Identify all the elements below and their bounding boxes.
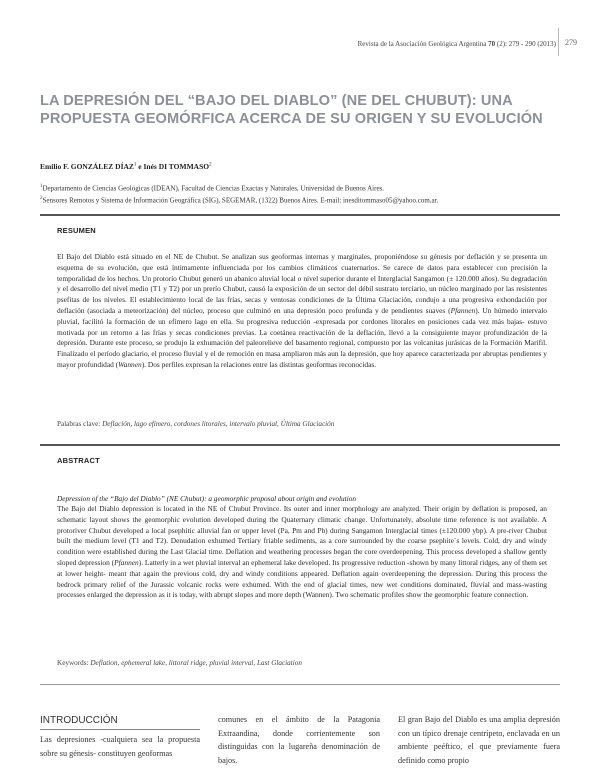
issue-pages: (2): 279 - 290 (2013) xyxy=(496,40,556,48)
resumen-text-1: El Bajo del Diablo está situado en el NE de Chubut. Se analizan sus geoformas internas y marginales, proponiéndose su génesis por deflación y se presenta un esquema de su evolución, que está íntimamente influenciada por los cambios climáticos cuaternarios. Se carece de datos para establecer con precisión la temporalidad de los hechos. Un protorío Chubut generó un abanico aluvial local o nivel superior durante el Interglacial Sangamon (± 120.000 años). Su degradación y el desarrollo del nivel medio (T1 y T2) por un prerío Chubut, causó la exposición de un sector del débil sustrato terciario, un núcleo marginado por las resistentes psefitas de los niveles. El establecimiento local de las frías, secas y ventosas condiciones de la Última Glaciación, condujo a una progresiva exhondación por deflación (asociada a meteorización) del núcleo, proceso que culminó en una depresión poco profunda y de pendientes suaves ( xyxy=(57,252,547,315)
affiliation-1-text: Departamento de Ciencias Geológicas (IDEAN), Facultad de Ciencias Exactas y Naturales, Universidad de Buenos Aires. xyxy=(42,184,385,193)
resumen-text-3: ). Dos perfiles expresan la relaciones entre las distintas geoformas reconocidas. xyxy=(141,359,377,369)
intro-top-rule xyxy=(40,684,560,685)
affiliation-2-sup: 2 xyxy=(40,196,43,201)
keywords xyxy=(57,659,547,667)
affiliation-1 xyxy=(40,184,384,192)
abstract-top-rule xyxy=(40,444,560,446)
resumen-term-wannen: Wannen xyxy=(118,359,142,369)
keywords-label: Keywords: xyxy=(57,659,89,667)
palabras-clave-label: Palabras clave: xyxy=(57,420,101,428)
abstract-text-1: The Bajo del Diablo depression is located in the NE of Chubut Province. Its outer and inner morphology are analyzed. Their origin by deflation is proposed, an schematic layout shows the geomorphic evolution developed during the Quaternary climatic change. Unfortunately, absolute time reference is not available. A protoriver Chubut developed a local psephitic alluvial fan or upper level (Pa, Pm and Pb) during Sangamon Interglacial times (±120.000 ybp). A pre-river Chubut built the medium level (T1 and T2). Denudation exhumed Tertiary friable sediments, as a core surrounded by the coarse psephite´s levels. Cold, dry and windy condition were established during the Last Glacial time. Deflation and weathering processes began the core overdeepening. This process developed a shallow gently sloped depression ( xyxy=(57,504,547,567)
resumen-body xyxy=(57,252,547,371)
author-2: Inés DI TOMMASO xyxy=(143,162,210,171)
affiliation-1-sup: 1 xyxy=(40,184,43,189)
intro-column-2 xyxy=(218,713,380,767)
intro-heading-rule xyxy=(40,729,200,730)
resumen-term-pfannen: Pfannen xyxy=(450,305,476,315)
keywords-terms: Deflation, ephemeral lake, littoral ridge, pluvial interval, Last Glaciation xyxy=(90,659,302,667)
author-connector: e xyxy=(136,162,144,171)
intro-column-3 xyxy=(398,713,560,767)
resumen-heading: RESUMEN xyxy=(57,226,96,235)
abstract-text-2: ). Latterly in a wet pluvial interval an ephemeral lake developed. Its progressive reduction -shown by many littoral ridges, any of them set at lower height- meant that again the previous cold, dry and windy conditions appeared. Deflation again overdeepening the depression. During this process the bedrock primary relief of the Jurassic volcanic rocks were exhumed. With the end of glacial times, new wet conditions dominated, fluvial and mass-wasting processes enlarged the depression as it is today, with abrupt slopes and more depth (Wannen). Two schematic profiles show the geomorphic feature connection. xyxy=(57,557,548,600)
author-2-sup: 2 xyxy=(209,162,212,168)
journal-volume: 70 xyxy=(488,40,496,48)
author-1: Emilio F. GONZÁLEZ DÍAZ xyxy=(40,162,134,171)
palabras-clave xyxy=(57,420,547,428)
author-line xyxy=(40,162,212,171)
abstract-body xyxy=(57,504,547,601)
intro-column-1 xyxy=(40,733,200,760)
resumen-top-rule xyxy=(40,214,560,216)
header-divider xyxy=(558,28,559,56)
page-number: 279 xyxy=(565,38,577,47)
affiliation-2 xyxy=(40,196,438,204)
running-header xyxy=(0,40,556,48)
journal-name: Revista de la Asociación Geológica Argentina xyxy=(357,40,487,48)
palabras-clave-terms: Deflación, lago efímero, cordones litorales, intervalo pluvial, Última Glaciación xyxy=(102,420,335,428)
intro-column-3-text: El gran Bajo del Diablo es una amplia depresión con un típico drenaje centrípeto, enclavada en un ambiente peéftico, el que previamente fuera definido como propio xyxy=(398,715,560,765)
english-title: Depression of the “Bajo del Diablo” (NE Chubut): a geomorphic proposal about origin and evolution xyxy=(57,494,357,503)
affiliation-2-text: Sensores Remotos y Sistema de Información Geográfica (SIG), SEGEMAR, (1322) Buenos Aires. E-mail: inesditommaso05@yahoo.com.ar. xyxy=(42,196,439,205)
intro-column-1-text: Las depresiones -cualquiera sea la propuesta sobre su génesis- constituyen geoformas xyxy=(40,735,200,758)
abstract-heading: ABSTRACT xyxy=(57,456,100,465)
intro-heading: INTRODUCCIÓN xyxy=(40,715,118,726)
article-title: LA DEPRESIÓN DEL “BAJO DEL DIABLO” (NE DEL CHUBUT): UNA PROPUESTA GEOMÓRFICA ACERCA DE SU ORIGEN Y SU EVOLUCIÓN xyxy=(40,93,543,128)
abstract-term-pfannen: Pfannen xyxy=(114,557,139,567)
author-1-sup: 1 xyxy=(133,162,137,168)
intro-column-2-text: comunes en el ámbito de la Patagonia Extraandina, donde corrientemente son distinguidas con la lugareña denominación de bajos. xyxy=(218,715,380,765)
resumen-text-2: ). Un húmedo intervalo pluvial, facilitó la formación de un efímero lago en ella. Su progresiva reducción -expresada por cordones litorales en posiciones cada vez más bajas- estuvo motivada por un retorno a las frías y secas condiciones previas. La coetánea reactivación de la deflación, llevó a la consiguiente mayor profundización de la depresión. Durante este proceso, se produjo la exhumación del paleorelieve del basamento regional, compuesto por las volcanitas jurásicas de la Formación Marifil. Finalizado el período glaciario, el proceso fluvial y el de remoción en masa ampliaron más aun la depresión, que hoy aparece caracterizada por abruptas pendientes y mayor profundidad ( xyxy=(57,305,547,369)
